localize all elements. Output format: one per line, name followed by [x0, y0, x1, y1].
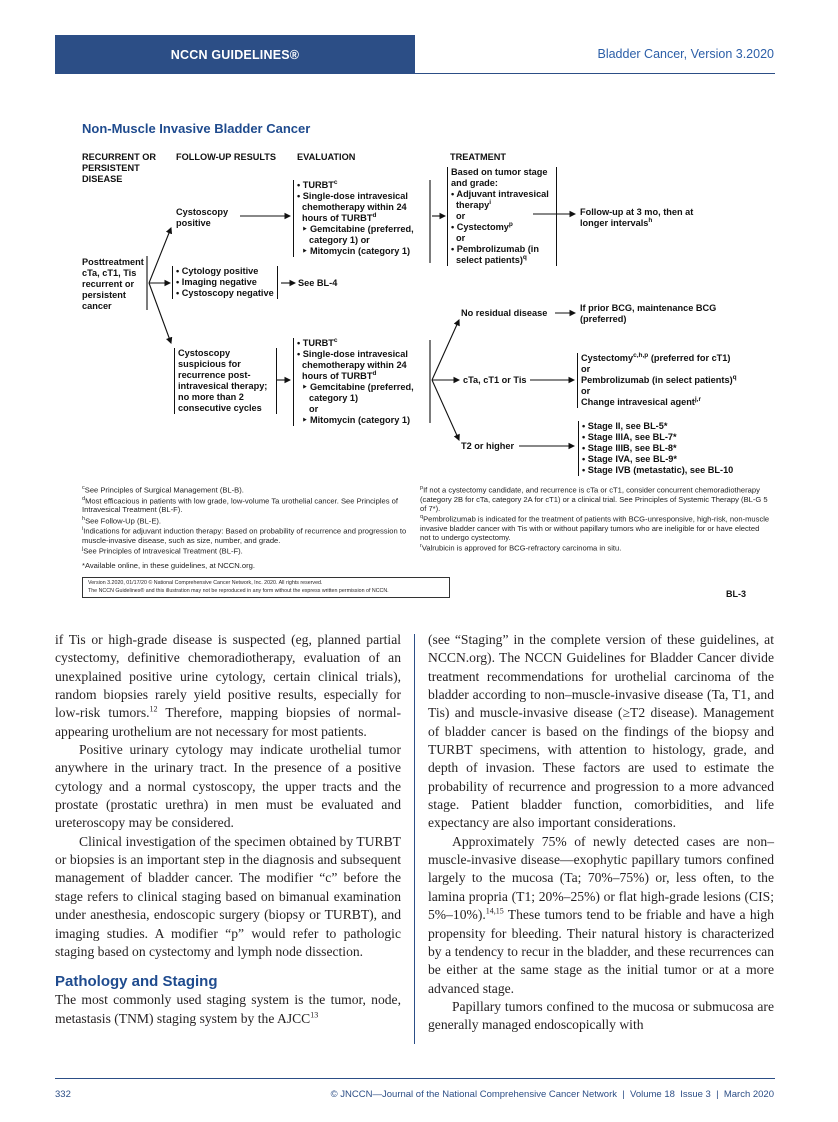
start-node: Posttreatment cTa, cT1, Tis recurrent or persistent cancer [82, 257, 144, 311]
footnotes-right: $^p$If not a cystectomy candidate, and recurrence is cTa or cT1, consider concurrent chemoradiotherapy (category 2B for cTa, category 2A for cT1) or a clinical trial. See Principles of Systemic Therapy (BL-G 5 of 7*). $^q$Pembrolizumab is indicated for the treatment of patients with BCG-unresponsive, high-risk, non-muscle invasive bladder cancer with Tis with or without papillary tumors who are ineligible for or have elected not to undergo cystectomy. $^r$Valrubicin is approved for BCG-refractory carcinoma in situ. [420, 485, 770, 553]
copyright-box: Version 3.2020, 01/17/20 © National Comprehensive Cancer Network, Inc. 2020. All rights reserved. The NCCN Guidelines® and this illustration may not be reproduced in any form without the express written permission of NCCN. [82, 577, 450, 598]
running-title: Bladder Cancer, Version 3.2020 [597, 47, 774, 61]
see-bl4-link[interactable]: See BL-4 [298, 278, 338, 288]
column-header-followup: FOLLOW-UP RESULTS [176, 152, 277, 162]
body-column-left: if Tis or high-grade disease is suspected (eg, planned partial cystectomy, definitive chemoradiotherapy, evaluation of an unexplained positive urine cytology, certain clinical trials), random biopsies rarely yield positive results, especially for low-risk tumors.$^{12}$ Therefore, mapping biopsies of normal-appearing urothelium are not necessary for most patients. Positive urinary cytology may indicate urothelial tumor anywhere in the urinary tract. In the presence of a positive cytology and a normal cystoscopy, the upper tracts and the prostate (prostatic urethra) in men must be evaluated and ureteroscopy may be considered. Clinical investigation of the specimen obtained by TURBT or biopsies is an important step in the diagnosis and subsequent management of bladder cancer. The modifier “c” before the stage refers to clinical staging based on bimanual examination under anesthesia, endoscopic surgery (biopsy or TURBT), and imaging studies. A modifier “p” would refer to pathologic staging based on cystectomy and lymph node dissection. Pathology and Staging The most commonly used staging system is the tumor, node, metastasis (TNM) staging system by the AJCC$^{13}$ [55, 632, 401, 1026]
section-heading: Pathology and Staging [55, 973, 218, 991]
column-header-evaluation: EVALUATION [297, 152, 356, 162]
treatment-no-residual: If prior BCG, maintenance BCG (preferred) [580, 303, 717, 324]
node-cystoscopy-suspicious: Cystoscopy suspicious for recurrence post-intravesical therapy; no more than 2 consecutive cycles [174, 348, 277, 414]
stage-links-box [578, 421, 733, 476]
column-divider [414, 634, 415, 1044]
stage-link[interactable]: • Stage II, see BL-5* [582, 421, 668, 431]
journal-citation: © JNCCN—Journal of the National Comprehensive Cancer Network | Volume 18 Issue 3 | March 2020 [330, 1089, 774, 1100]
treatment-box-cta: Cystectomy$^{c,h,p}$ (preferred for cT1) or Pembrolizumab (in select patients)$^q$ or Change intravesical agent$^{j,r}$ [577, 353, 767, 408]
stage-link[interactable]: • Stage IVA, see BL-9* [582, 454, 677, 464]
figure-title: Non-Muscle Invasive Bladder Cancer [82, 121, 311, 136]
results-box-cytology: • Cytology positive • Imaging negative • Cystoscopy negative [172, 266, 278, 299]
outcome-t2-or-higher: T2 or higher [461, 441, 515, 451]
column-header-disease: RECURRENT OR PERSISTENT DISEASE [82, 152, 157, 184]
treatment-box-1: Based on tumor stage and grade: • Adjuvant intravesical therapy$^i$ or • Cystectomy$^p$ or • Pembrolizumab (in select patients)$^q$ [447, 167, 557, 266]
footnotes-left: $^c$See Principles of Surgical Management (BL-B). $^d$Most efficacious in patients with low grade, low-volume Ta urothelial cancer. See Principles of Intravesical Treatment (BL-F). $^h$See Follow-Up (BL-E). $^i$Indications for adjuvant induction therapy: Based on probability of recurrence and progression to muscle-invasive disease, such as size, number, and grade. $^j$See Principles of Intravesical Treatment (BL-F). [82, 485, 407, 556]
evaluation-box-2: • TURBT$^c$ • Single-dose intravesical chemotherapy within 24 hours of TURBT$^d$ ‣ Gemcitabine (preferred, category 1) or ‣ Mitomycin (category 1) [293, 338, 425, 426]
node-cystoscopy-positive: Cystoscopy positive [176, 207, 229, 228]
stage-link[interactable]: • Stage IIIA, see BL-7* [582, 432, 677, 442]
stage-link[interactable]: • Stage IIIB, see BL-8* [582, 443, 677, 453]
banner-text: NCCN GUIDELINES® [170, 47, 300, 62]
column-header-treatment: TREATMENT [450, 152, 506, 162]
body-column-right: (see “Staging” in the complete version of these guidelines, at NCCN.org). The NCCN Guidelines for Bladder Cancer divide treatment recommendations for urothelial carcinoma of the bladder according to non–muscle-invasive disease (Ta, T1, and Tis) and muscle-invasive disease (≥T2 disease). Management of bladder cancer is based on the findings of the biopsy and TURBT specimens, with attention to histology, grade, and depth of invasion. These factors are used to estimate the probability of recurrence and progression to a more advanced stage. Patient bladder function, comorbidities, and life expectancy are also important considerations. Approximately 75% of newly detected cases are non–muscle-invasive disease—exophytic papillary tumors confined largely to the mucosa (Ta; 70%–75%) or, less often, to the lamina propria (T1; 20%–25%) or flat high-grade lesions (CIS; 5%–10%).$^{14,15}$ These tumors tend to be friable and have a high propensity for bleeding. Their natural history is characterized by a tendency to recur in the bladder, and these recurrences can be either at the same stage as the initial tumor or at a more advanced stage. Papillary tumors confined to the mucosa or submucosa are generally managed endoscopically with [428, 632, 774, 1033]
followup-node: Follow-up at 3 mo, then at longer intervals$^h$ [580, 207, 694, 228]
page-number: 332 [55, 1089, 71, 1100]
outcome-no-residual: No residual disease [461, 308, 548, 318]
evaluation-box-1: • TURBT$^c$ • Single-dose intravesical chemotherapy within 24 hours of TURBT$^d$ ‣ Gemcitabine (preferred, category 1) or ‣ Mitomycin (category 1) [293, 180, 425, 257]
page-code: BL-3 [726, 589, 746, 599]
footer-divider [55, 1078, 775, 1079]
outcome-cta-ct1-tis: cTa, cT1 or Tis [463, 375, 527, 385]
stage-link[interactable]: • Stage IVB (metastatic), see BL-10 [582, 465, 734, 475]
available-note: *Available online, in these guidelines, at NCCN.org. [82, 561, 255, 570]
